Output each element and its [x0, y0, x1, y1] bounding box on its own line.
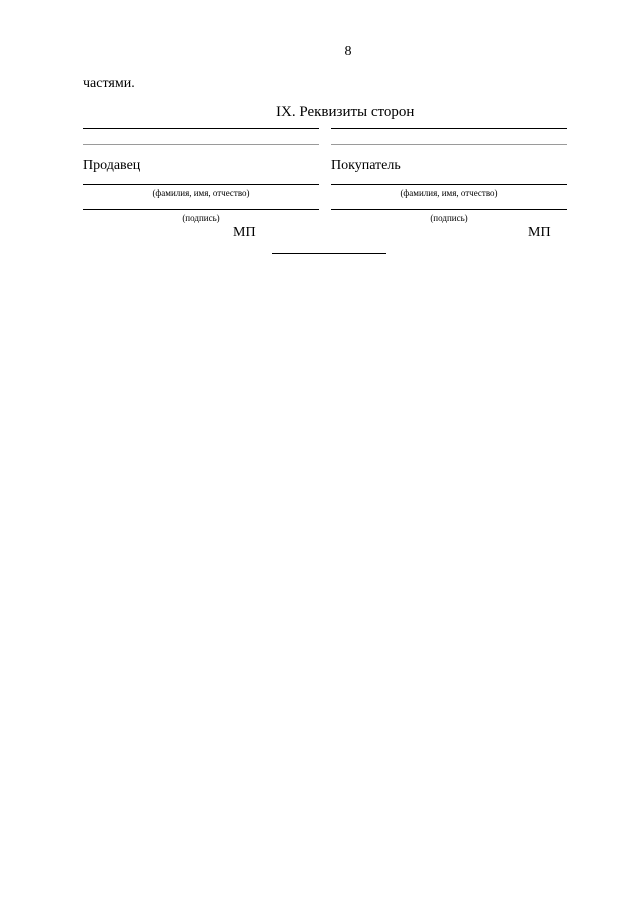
seller-signature-caption: (подпись): [182, 213, 220, 223]
seller-name-caption: (фамилия, имя, отчество): [152, 188, 250, 198]
seller-details-line-2: [83, 144, 319, 145]
buyer-details-line-1: [331, 128, 567, 129]
seller-seal-label: МП: [233, 225, 256, 240]
buyer-name-line: [331, 184, 567, 185]
seller-details-line-1: [83, 128, 319, 129]
continuation-text: частями.: [83, 76, 135, 91]
buyer-label: Покупатель: [331, 158, 401, 173]
buyer-signature-caption: (подпись): [430, 213, 468, 223]
buyer-signature-line: [331, 209, 567, 210]
buyer-details-line-2: [331, 144, 567, 145]
buyer-name-caption: (фамилия, имя, отчество): [400, 188, 498, 198]
page-number: 8: [344, 44, 352, 59]
seller-label: Продавец: [83, 158, 141, 173]
end-of-document-rule: [272, 253, 386, 254]
seller-signature-line: [83, 209, 319, 210]
section-heading: IX. Реквизиты сторон: [276, 104, 415, 120]
seller-name-line: [83, 184, 319, 185]
buyer-seal-label: МП: [528, 225, 551, 240]
